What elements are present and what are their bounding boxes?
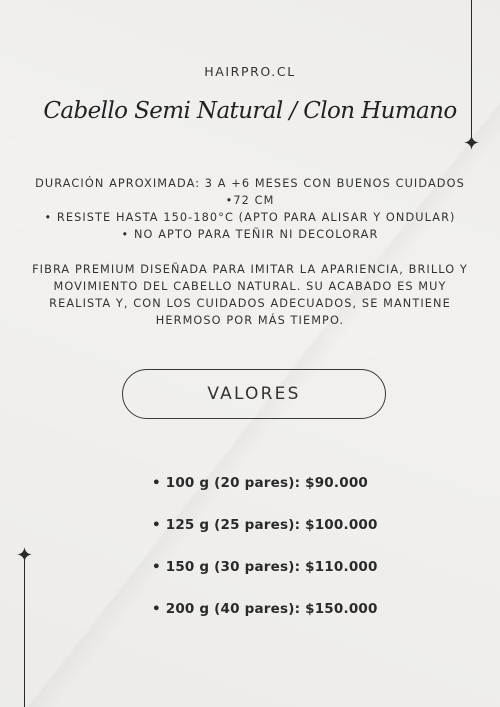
page-title: Cabello Semi Natural / Clon Humano [43,98,457,124]
sparkle-icon [464,135,479,150]
brand-name: HAIRPRO.CL [204,64,296,79]
spec-line: DURACIÓN APROXIMADA: 3 A +6 MESES CON BUENOS CUIDADOS [35,177,465,190]
sparkle-icon [17,547,32,562]
description-line: HERMOSO POR MÁS TIEMPO. [155,314,345,327]
price-item: • 200 g (40 pares): $150.000 [152,601,378,617]
description-line: REALISTA Y, CON LOS CUIDADOS ADECUADOS, SE MANTIENE [49,297,451,310]
values-heading: VALORES [207,384,301,404]
decorative-line-left [24,556,25,707]
description-line: MOVIMIENTO DEL CABELLO NATURAL. SU ACABADO ES MUY [53,280,447,293]
product-specs [10,175,490,243]
product-description [10,261,490,329]
spec-line: •72 CM [225,194,275,207]
price-list [152,472,452,640]
price-item: • 150 g (30 pares): $110.000 [152,559,378,575]
price-item: • 100 g (20 pares): $90.000 [152,475,369,491]
spec-line: • NO APTO PARA TEÑIR NI DECOLORAR [121,228,379,241]
description-line: FIBRA PREMIUM DISEÑADA PARA IMITAR LA APARIENCIA, BRILLO Y [32,263,468,276]
price-item: • 125 g (25 pares): $100.000 [152,517,378,533]
values-heading-box [122,369,386,419]
spec-line: • RESISTE HASTA 150-180°C (APTO PARA ALISAR Y ONDULAR) [44,211,456,224]
